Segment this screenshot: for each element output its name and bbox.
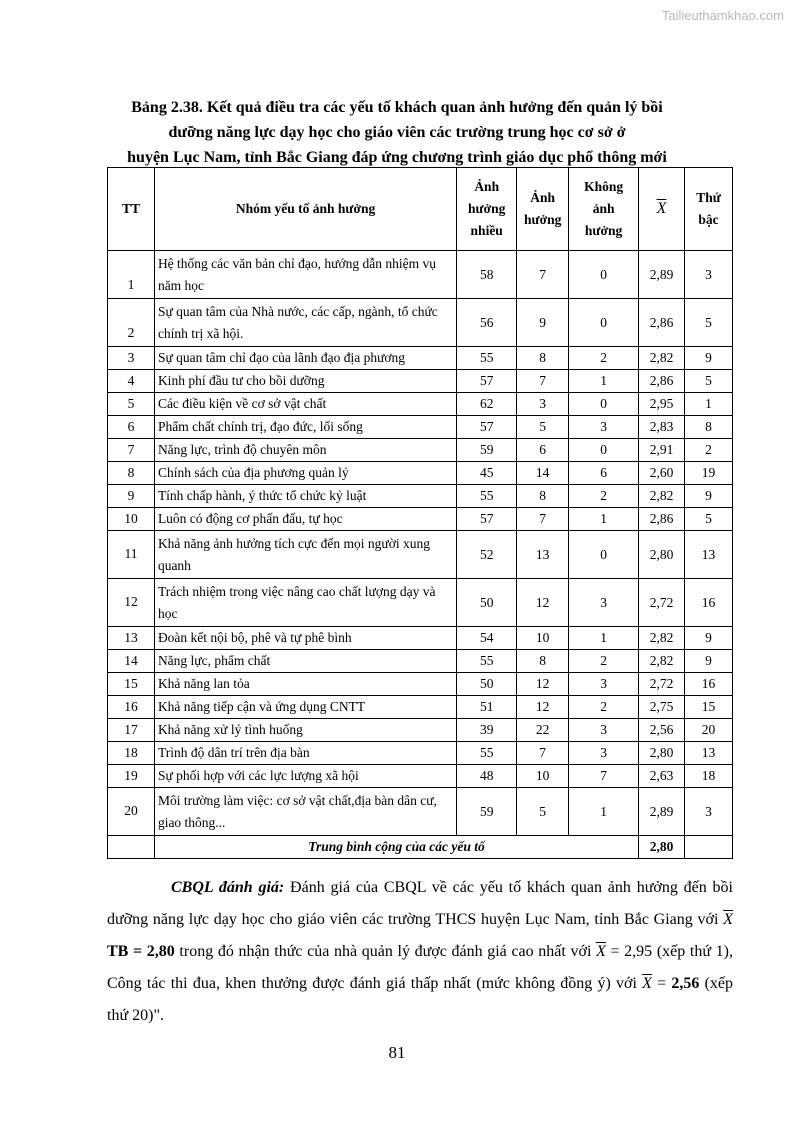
- summary-value: 2,80: [639, 836, 685, 859]
- title-line-2: dưỡng năng lực dạy học cho giáo viên các trường trung học cơ sở ở: [168, 124, 626, 141]
- table-row: 20 Môi trường làm việc: cơ sở vật chất,địa bàn dân cư, giao thông... 59 5 1 2,89 3: [108, 788, 733, 836]
- table-row: 10 Luôn có động cơ phấn đấu, tự học 57 7 1 2,86 5: [108, 508, 733, 531]
- table-row: 18 Trình độ dân trí trên địa bàn 55 7 3 2,80 13: [108, 742, 733, 765]
- header-group: Nhóm yếu tố ảnh hưởng: [154, 168, 456, 251]
- table-title: [60, 95, 734, 170]
- table-row: 7 Năng lực, trình độ chuyên môn 59 6 0 2,91 2: [108, 439, 733, 462]
- summary-empty-rank: [685, 836, 733, 859]
- table-row: 9 Tính chấp hành, ý thức tổ chức kỷ luật 55 8 2 2,82 9: [108, 485, 733, 508]
- header-some: Ảnh hưởng: [517, 168, 569, 251]
- paragraph-lead: CBQL đánh giá:: [171, 879, 285, 896]
- table-row: 16 Khả năng tiếp cận và ứng dụng CNTT 51 12 2 2,75 15: [108, 696, 733, 719]
- header-none: Không ảnh hưởng: [569, 168, 639, 251]
- summary-label: Trung bình cộng của các yếu tố: [154, 836, 638, 859]
- table-row: 4 Kinh phí đầu tư cho bồi dưỡng 57 7 1 2,86 5: [108, 370, 733, 393]
- survey-table: [107, 167, 733, 859]
- title-line-3: huyện Lục Nam, tỉnh Bắc Giang đáp ứng chương trình giáo dục phổ thông mới: [127, 149, 667, 166]
- table-row: 12 Trách nhiệm trong việc nâng cao chất lượng dạy và học 50 12 3 2,72 16: [108, 579, 733, 627]
- page-number: 81: [388, 1043, 406, 1062]
- table-row: 15 Khả năng lan tỏa 50 12 3 2,72 16: [108, 673, 733, 696]
- header-row: [108, 168, 733, 251]
- table-row: 5 Các điều kiện về cơ sở vật chất 62 3 0 2,95 1: [108, 393, 733, 416]
- table-row: 3 Sự quan tâm chỉ đạo của lãnh đạo địa phương 55 8 2 2,82 9: [108, 347, 733, 370]
- xbar-symbol: $\overline{X}$: [723, 911, 733, 928]
- table-row: 14 Năng lực, phẩm chất 55 8 2 2,82 9: [108, 650, 733, 673]
- header-many: Ảnh hưởng nhiều: [457, 168, 517, 251]
- header-mean: $\overline{X}$: [639, 168, 685, 251]
- table-row: 2 Sự quan tâm của Nhà nước, các cấp, ngành, tổ chức chính trị xã hội. 56 9 0 2,86 5: [108, 299, 733, 347]
- table-row: 19 Sự phối hợp với các lực lượng xã hội 48 10 7 2,63 18: [108, 765, 733, 788]
- table-row: 6 Phẩm chất chính trị, đạo đức, lối sống 57 5 3 2,83 8: [108, 416, 733, 439]
- table-row: 17 Khả năng xử lý tình huống 39 22 3 2,56 20: [108, 719, 733, 742]
- summary-row: [108, 836, 733, 859]
- xbar-symbol: $\overline{X}$: [596, 943, 606, 960]
- header-rank: Thứ bậc: [685, 168, 733, 251]
- table-row: 1 Hệ thống các văn bản chỉ đạo, hướng dẫn nhiệm vụ năm học 58 7 0 2,89 3: [108, 251, 733, 299]
- watermark: Tailieuthamkhao.com: [661, 8, 784, 23]
- header-tt: TT: [108, 168, 155, 251]
- summary-empty: [108, 836, 155, 859]
- table-row: 11 Khả năng ảnh hưởng tích cực đến mọi người xung quanh 52 13 0 2,80 13: [108, 531, 733, 579]
- title-line-1: Bảng 2.38. Kết quả điều tra các yếu tố khách quan ảnh hưởng đến quản lý bồi: [131, 99, 663, 116]
- table-row: 13 Đoàn kết nội bộ, phê và tự phê bình 54 10 1 2,82 9: [108, 627, 733, 650]
- evaluation-paragraph: CBQL đánh giá: Đánh giá của CBQL về các yếu tố khách quan ảnh hưởng đến bồi dưỡng năng lực dạy học cho giáo viên các trường THCS huyện Lục Nam, tỉnh Bắc Giang với $\overline{X}$ TB = 2,80 trong đó nhận thức của nhà quản lý được đánh giá cao nhất với $\overline{X} = 2,95$ (xếp thứ 1), Công tác thi đua, khen thưởng được đánh giá thấp nhất (mức không đồng ý) với $\overline{X} = 2,56$ (xếp thứ 20)".: [107, 879, 734, 1024]
- xbar-symbol: $\overline{X}$: [642, 975, 652, 992]
- table-row: 8 Chính sách của địa phương quản lý 45 14 6 2,60 19: [108, 462, 733, 485]
